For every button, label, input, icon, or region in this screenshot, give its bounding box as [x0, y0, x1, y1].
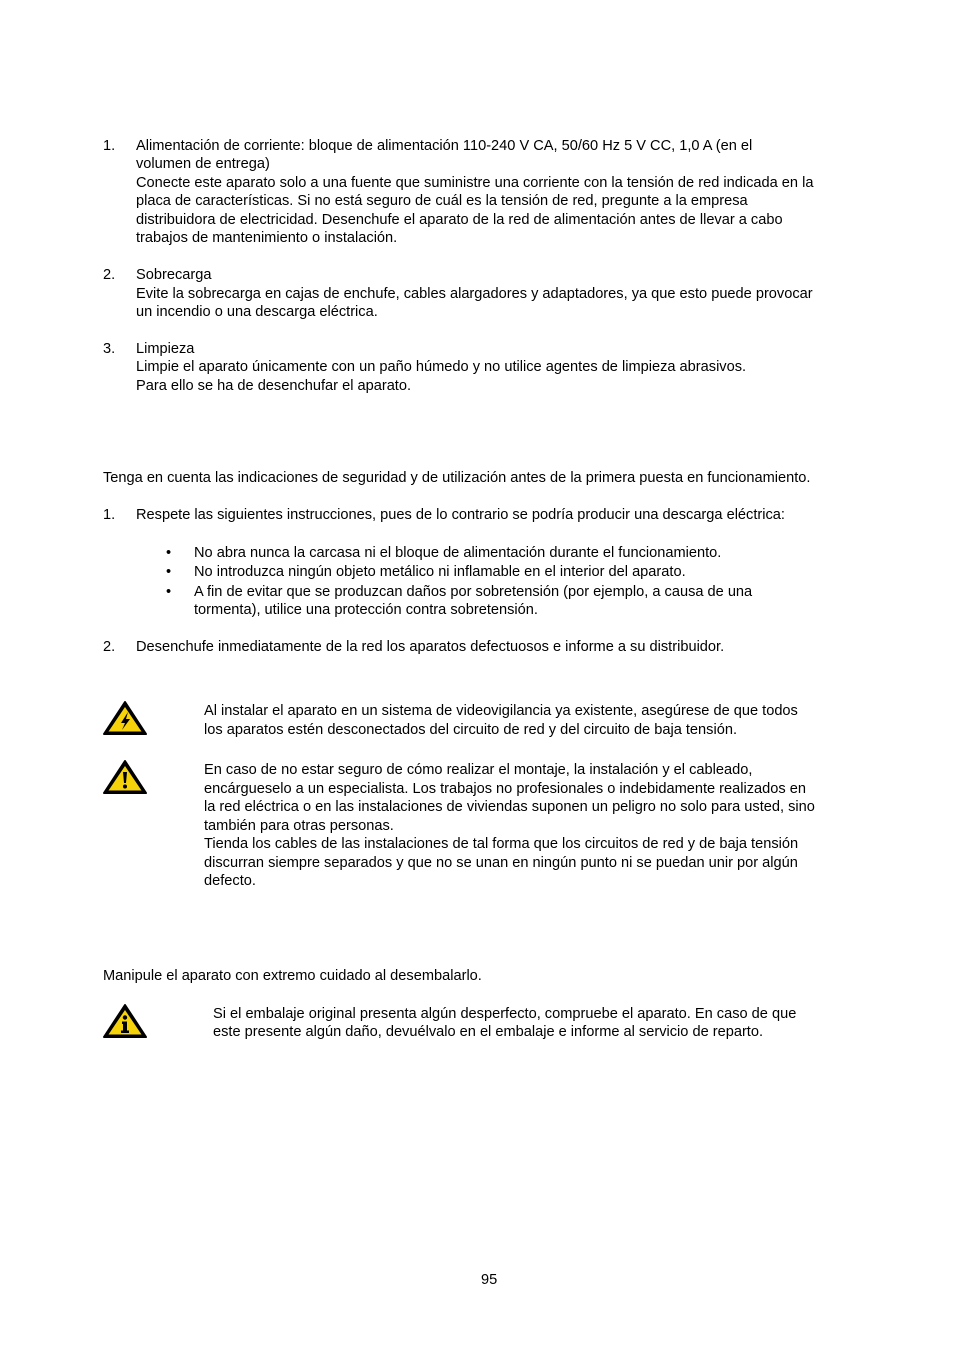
warning-text: los aparatos estén desconectados del circuito de red y del circuito de baja tensión.	[204, 722, 737, 738]
warning-text: la red eléctrica o en las instalaciones de viviendas suponen un peligro no solo para usted, sino	[204, 799, 815, 815]
warning-text: también para otras personas.	[204, 818, 394, 834]
bullet-marker: •	[166, 545, 172, 561]
warning-text: discurran siempre separados y que no se unan en ningún punto ni se puedan unir por algún	[204, 855, 798, 871]
list-item-heading: Sobrecarga	[136, 267, 212, 283]
warning-text: defecto.	[204, 873, 256, 889]
list-item-text: trabajos de mantenimiento o instalación.	[136, 230, 398, 246]
warning-text: En caso de no estar seguro de cómo realizar el montaje, la instalación y el cableado,	[204, 762, 753, 778]
info-text: este presente algún daño, devuélvalo en el embalaje e informe al servicio de reparto.	[213, 1024, 764, 1040]
bullet-item: No introduzca ningún objeto metálico ni inflamable en el interior del aparato.	[194, 564, 686, 580]
list-item-text: volumen de entrega)	[136, 156, 270, 172]
list-item-text: distribuidora de electricidad. Desenchufe el aparato de la red de alimentación antes de llevar a cabo	[136, 212, 783, 228]
bullet-item: No abra nunca la carcasa ni el bloque de alimentación durante el funcionamiento.	[194, 545, 722, 561]
bullet-item: tormenta), utilice una protección contra sobretensión.	[194, 602, 538, 618]
bullet-marker: •	[166, 584, 172, 600]
bullet-item: A fin de evitar que se produzcan daños por sobretensión (por ejemplo, a causa de una	[194, 584, 753, 600]
list-item-text: placa de características. Si no está seguro de cuál es la tensión de red, pregunte a la empresa	[136, 193, 748, 209]
warning-text: Al instalar el aparato en un sistema de videovigilancia ya existente, asegúrese de que todos	[204, 703, 798, 719]
warning-text: Tienda los cables de las instalaciones de tal forma que los circuitos de red y de baja tensión	[204, 836, 799, 852]
list-number: 1.	[103, 507, 116, 523]
list-item-text: Alimentación de corriente: bloque de alimentación 110-240 V CA, 50/60 Hz 5 V CC, 1,0 A (en el	[136, 138, 753, 154]
list-number: 2.	[103, 639, 116, 655]
list-item-text: Evite la sobrecarga en cajas de enchufe, cables alargadores y adaptadores, ya que esto puede provocar	[136, 286, 813, 302]
list-number: 1.	[103, 138, 116, 154]
info-icon	[102, 1003, 148, 1039]
list-item-text: Conecte este aparato solo a una fuente que suministre una corriente con la tensión de red indicada en la	[136, 175, 814, 191]
info-text: Si el embalaje original presenta algún desperfecto, compruebe el aparato. En caso de que	[213, 1006, 797, 1022]
warning-text: encárgueselo a un especialista. Los trabajos no profesionales o indebidamente realizados en	[204, 781, 806, 797]
list-number: 2.	[103, 267, 116, 283]
page-number: 95	[481, 1272, 498, 1288]
list-number: 3.	[103, 341, 116, 357]
list-item-heading: Limpieza	[136, 341, 195, 357]
list-item-text: Limpie el aparato únicamente con un paño húmedo y no utilice agentes de limpieza abrasivos.	[136, 359, 747, 375]
caution-icon	[102, 759, 148, 795]
list-item-text: Desenchufe inmediatamente de la red los aparatos defectuosos e informe a su distribuidor.	[136, 639, 725, 655]
list-item-text: Respete las siguientes instrucciones, pues de lo contrario se podría producir una descarga eléctrica:	[136, 507, 785, 523]
list-item-text: Para ello se ha de desenchufar el aparato.	[136, 378, 412, 394]
section-intro: Tenga en cuenta las indicaciones de seguridad y de utilización antes de la primera puesta en funcionamiento.	[103, 470, 811, 486]
bullet-marker: •	[166, 564, 172, 580]
list-item-text: un incendio o una descarga eléctrica.	[136, 304, 378, 320]
section-intro: Manipule el aparato con extremo cuidado al desembalarlo.	[103, 968, 482, 984]
electric-hazard-icon	[102, 700, 148, 736]
